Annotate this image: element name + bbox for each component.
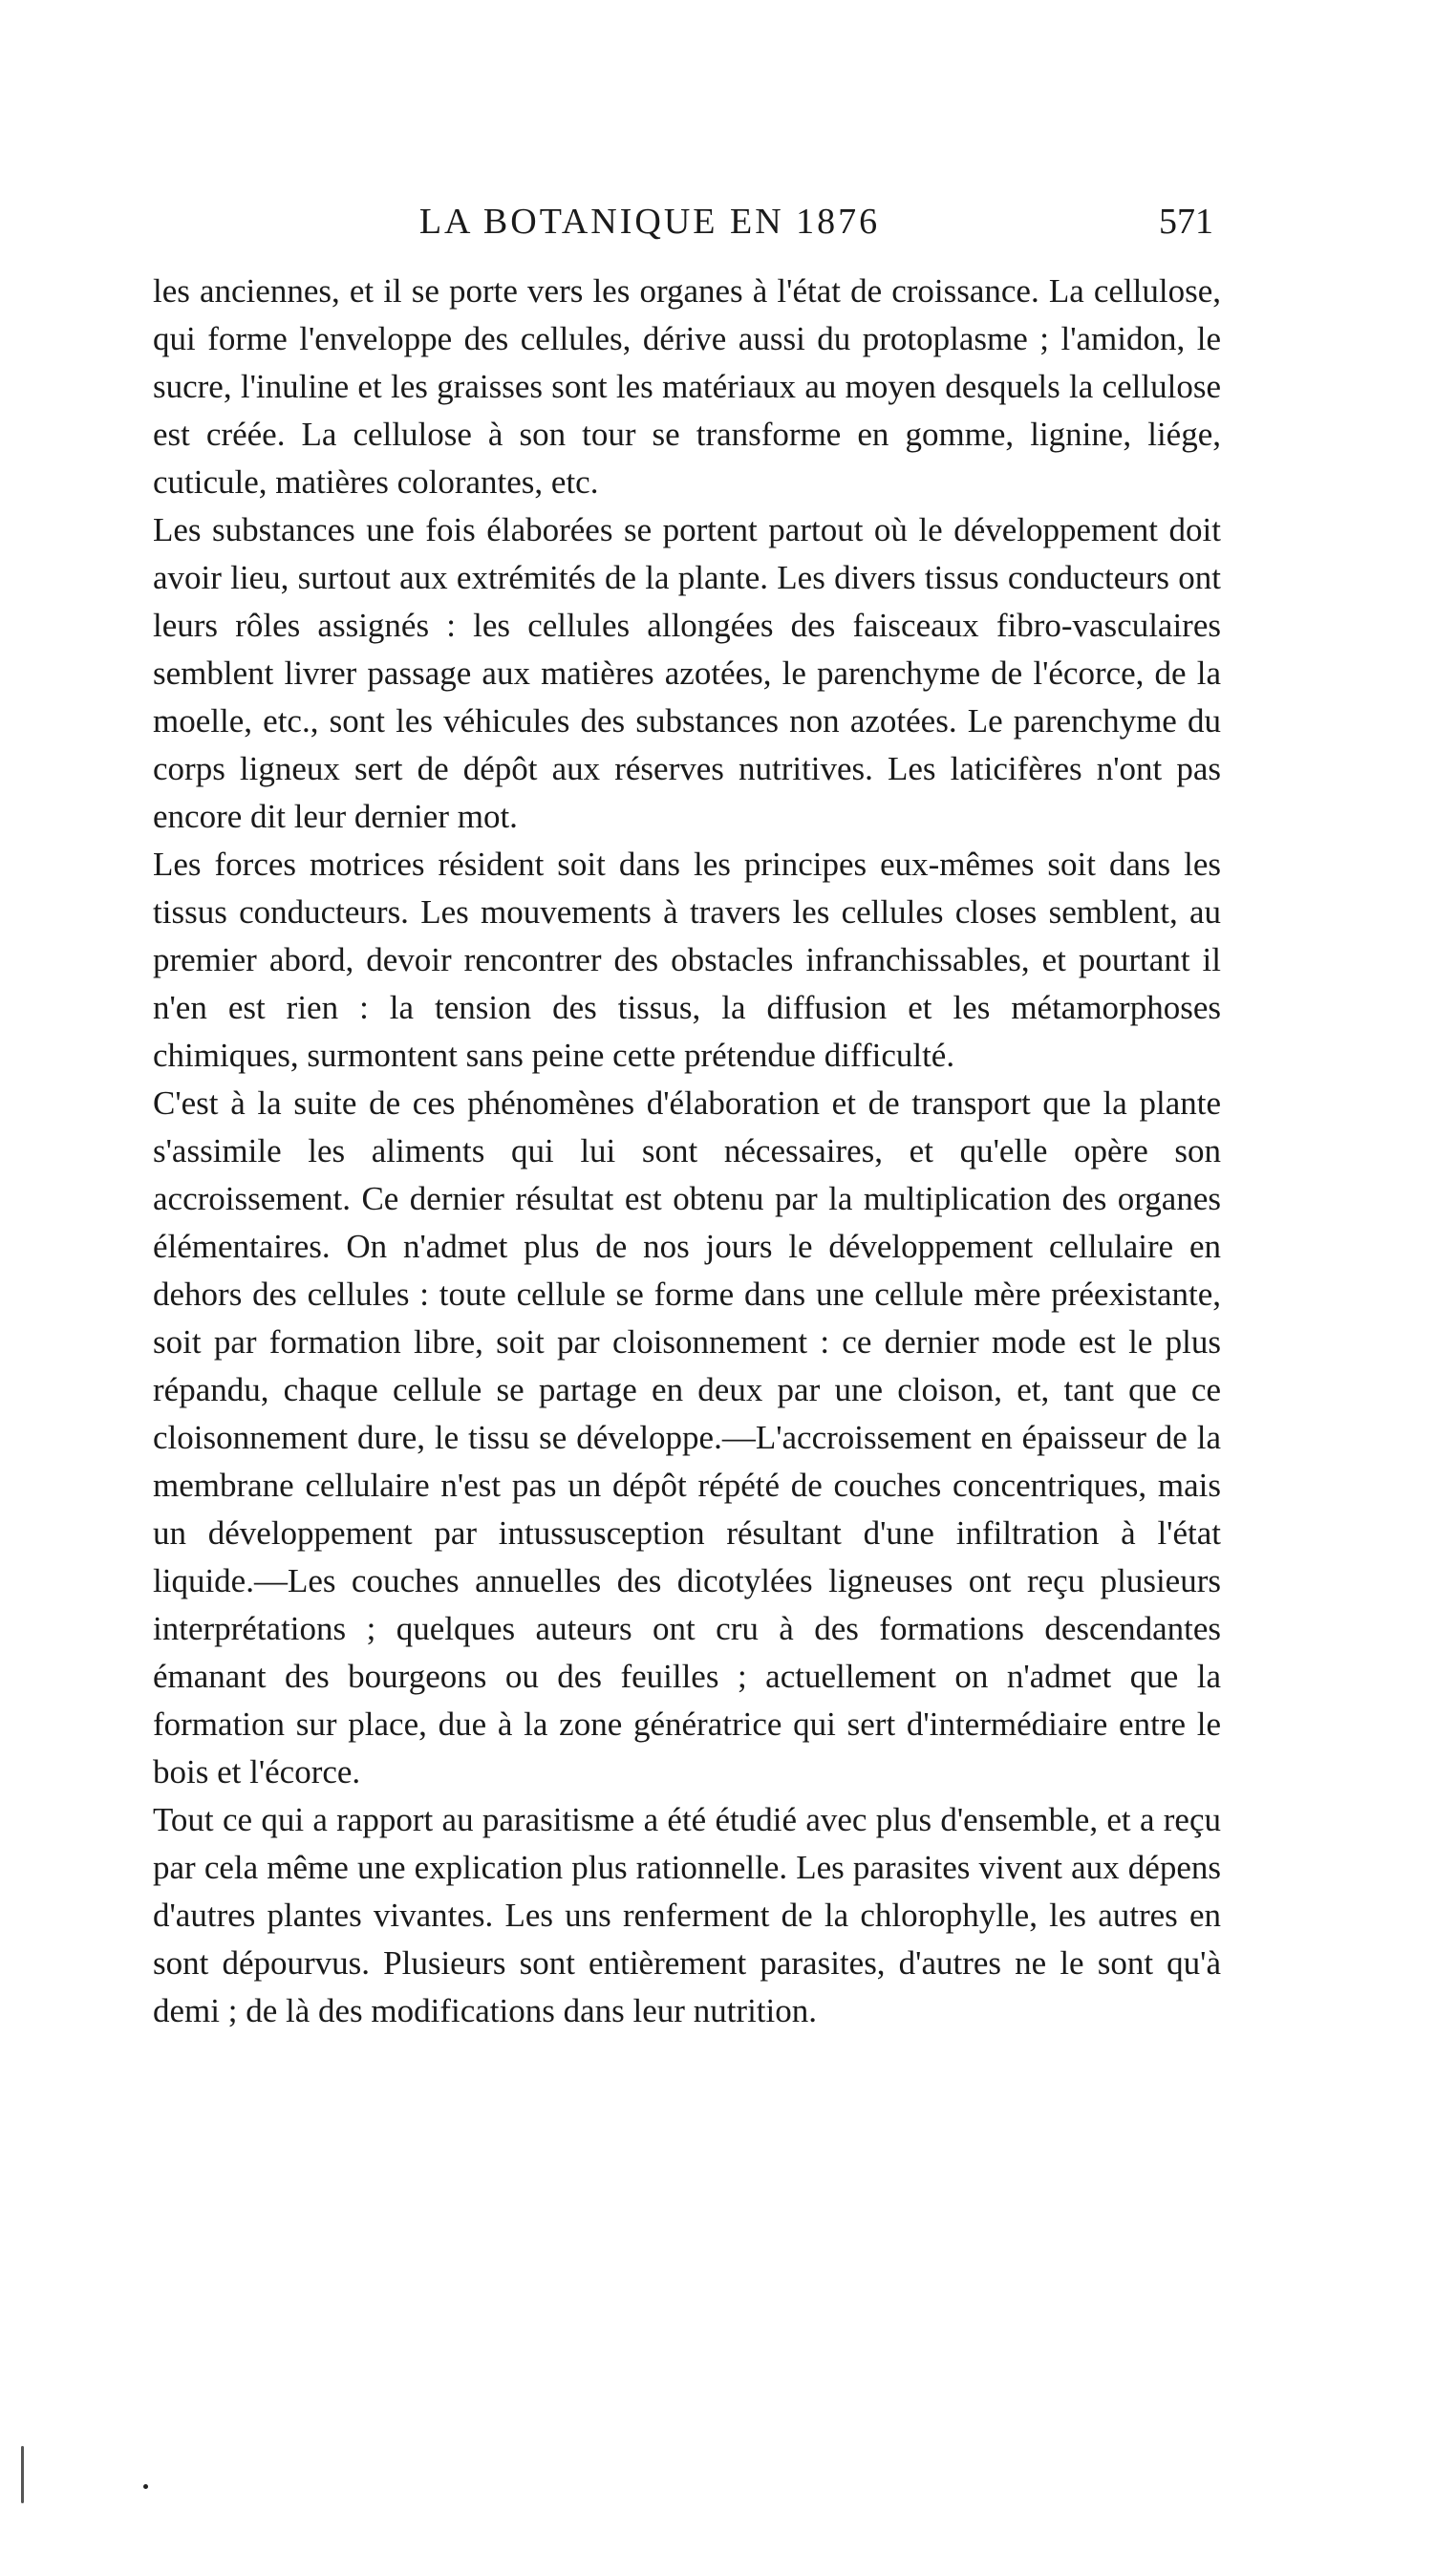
- ink-speck: [143, 2484, 148, 2489]
- page-number: 571: [1159, 202, 1213, 242]
- running-title: LA BOTANIQUE EN 1876: [418, 202, 881, 242]
- paragraph-1: les anciennes, et il se porte vers les organes à l'état de croissance. La cellulose, qui forme l'enveloppe des cellules, dérive aussi du protoplasme ; l'amidon, le sucre, l'inuline et les graisses sont les matériaux au moyen desquels la cellulose est créée. La cellulose à son tour se transforme en gomme, lignine, liége, cuticule, matières colorantes, etc.: [153, 272, 1221, 501]
- paragraph-5: Tout ce qui a rapport au parasitisme a été étudié avec plus d'ensemble, et a reçu par cela même une explication plus rationnelle. Les parasites vivent aux dépens d'autres plantes vivantes. Les uns renferment de la chlorophylle, les autres en sont dépourvus. Plusieurs sont entièrement parasites, d'autres ne le sont qu'à demi ; de là des modifications dans leur nutrition.: [153, 1801, 1221, 2029]
- paragraph-4: C'est à la suite de ces phénomènes d'élaboration et de transport que la plante s'assimile les aliments qui lui sont nécessaires, et qu'elle opère son accroissement. Ce dernier résultat est obtenu par la multiplication des organes élémentaires. On n'admet plus de nos jours le développement cellulaire en dehors des cellules : toute cellule se forme dans une cellule mère préexistante, soit par formation libre, soit par cloisonnement : ce dernier mode est le plus répandu, chaque cellule se partage en deux par une cloison, et, tant que ce cloisonnement dure, le tissu se développe.—L'accroissement en épaisseur de la membrane cellulaire n'est pas un dépôt répété de couches concentriques, mais un développement par intussusception résultant d'une infiltration à l'état liquide.—Les couches annuelles des dicotylées ligneuses ont reçu plusieurs interprétations ; quelques auteurs ont cru à des formations descendantes émanant des bourgeons ou des feuilles ; actuellement on n'admet que la formation sur place, due à la zone génératrice qui sert d'intermédiaire entre le bois et l'écorce.: [153, 1084, 1221, 1791]
- paragraph-3: Les forces motrices résident soit dans les principes eux-mêmes soit dans les tissus conducteurs. Les mouvements à travers les cellules closes semblent, au premier abord, devoir rencontrer des obstacles infranchissables, et pourtant il n'en est rien : la tension des tissus, la diffusion et les métamorphoses chimiques, surmontent sans peine cette prétendue difficulté.: [153, 846, 1221, 1074]
- page-header: [86, 201, 1213, 258]
- paragraph-2: Les substances une fois élaborées se portent partout où le développement doit avoir lieu, surtout aux extrémités de la plante. Les divers tissus conducteurs ont leurs rôles assignés : les cellules allongées des faisceaux fibro-vasculaires semblent livrer passage aux matières azotées, le parenchyme de l'écorce, de la moelle, etc., sont les véhicules des substances non azotées. Le parenchyme du corps ligneux sert de dépôt aux réserves nutritives. Les laticifères n'ont pas encore dit leur dernier mot.: [153, 511, 1221, 835]
- body-text: [153, 268, 1221, 2035]
- ink-speck: [21, 2446, 24, 2503]
